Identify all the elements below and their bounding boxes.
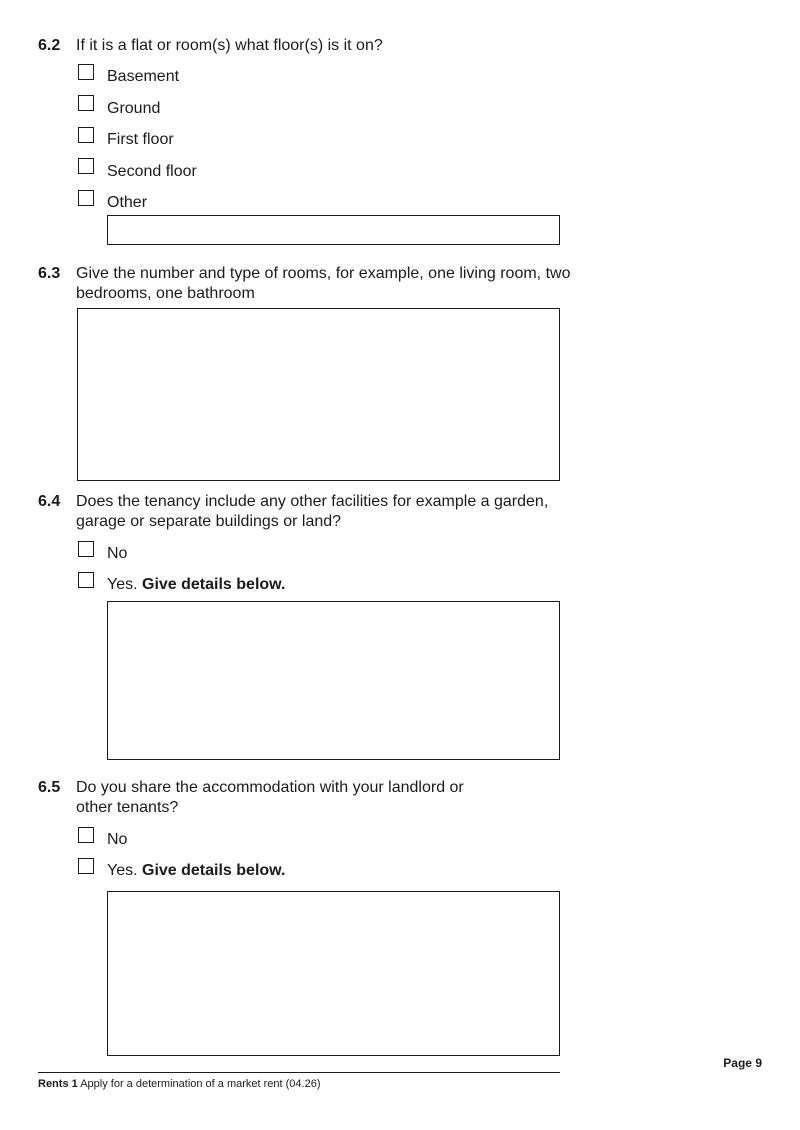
question-number-6-2: 6.2 [38, 37, 61, 54]
checkbox-first-floor[interactable] [78, 127, 94, 143]
option-label-6-5-no: No [107, 831, 128, 848]
checkbox-other[interactable] [78, 190, 94, 206]
option-label-6-4-yes-instruction: Give details below. [142, 576, 286, 593]
facilities-details-textarea[interactable] [107, 601, 560, 760]
rooms-textarea[interactable] [77, 308, 560, 481]
option-label-6-5-yes-text: Yes. [107, 862, 138, 879]
option-label-ground: Ground [107, 100, 161, 117]
checkbox-6-4-yes[interactable] [78, 572, 94, 588]
question-number-6-5: 6.5 [38, 779, 61, 796]
option-label-6-5-yes-instruction: Give details below. [142, 862, 286, 879]
question-text-6-4: Does the tenancy include any other facilities for example a garden, garage or separate buildings or land? [76, 493, 549, 530]
question-text-6-5: Do you share the accommodation with your landlord or other tenants? [76, 779, 464, 816]
option-label-6-4-yes-text: Yes. [107, 576, 138, 593]
sharing-details-textarea[interactable] [107, 891, 560, 1056]
footer-form-code: Rents 1 [38, 1078, 78, 1090]
footer-form-title: Apply for a determination of a market rent (04.26) [80, 1078, 321, 1090]
option-label-6-5-yes [107, 861, 285, 881]
other-floor-input[interactable] [107, 215, 560, 245]
question-number-6-3: 6.3 [38, 265, 61, 282]
checkbox-ground[interactable] [78, 95, 94, 111]
option-label-first-floor: First floor [107, 131, 174, 148]
option-label-6-4-yes [107, 575, 285, 595]
option-label-basement: Basement [107, 68, 180, 85]
checkbox-6-5-no[interactable] [78, 827, 94, 843]
footer-divider [38, 1072, 560, 1073]
page-number: Page 9 [723, 1056, 762, 1070]
option-label-second-floor: Second floor [107, 163, 197, 180]
checkbox-second-floor[interactable] [78, 158, 94, 174]
option-label-6-4-no: No [107, 545, 128, 562]
checkbox-basement[interactable] [78, 64, 94, 80]
checkbox-6-5-yes[interactable] [78, 858, 94, 874]
question-text-6-3: Give the number and type of rooms, for example, one living room, two bedrooms, one bathroom [76, 265, 571, 302]
question-number-6-4: 6.4 [38, 493, 61, 510]
option-label-other: Other [107, 194, 148, 211]
footer-text [38, 1077, 321, 1091]
checkbox-6-4-no[interactable] [78, 541, 94, 557]
question-text-6-2: If it is a flat or room(s) what floor(s) is it on? [76, 37, 383, 54]
